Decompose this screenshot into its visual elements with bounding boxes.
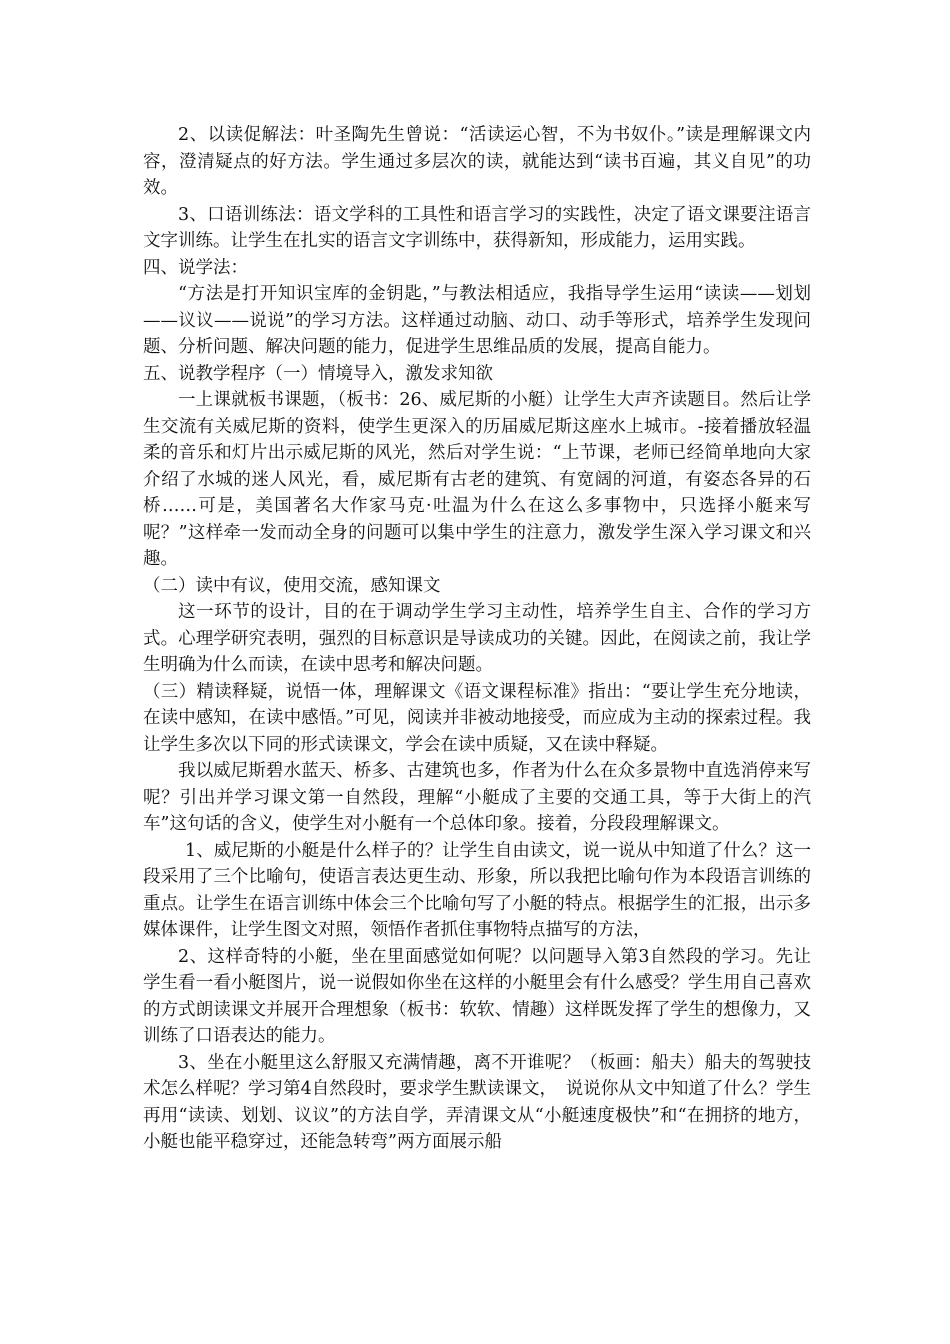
paragraph-venice-scenery: 我以威尼斯碧水蓝天、桥多、古建筑也多，作者为什么在众多景物中直选消停来写呢？引出并学习课文第一自然段，理解“小艇成了主要的交通工具，等于大街上的汽车”这句话的含义，使学生对小艇有一个总体印象。接着，分段段理解课文。 [143,761,811,834]
paragraph-discussion: 这一环节的设计，目的在于调动学生学习主动性，培养学生自主、合作的学习方式。心理学研究表明，强烈的目标意识是导读成功的关键。因此，在阅读之前，我让学生明确为什么而读，在读中思考和解决问题。 [143,602,811,675]
paragraph-lesson-intro: 一上课就板书课题，（板书：26、威尼斯的小艇）让学生大声齐读题目。然后让学生交流有关威尼斯的资料，使学生更深入的历届威尼斯这座水上城市。-接着播放轻温柔的音乐和灯片出示威尼斯的风光，然后对学生说：“上节课，老师已经简单地向大家介绍了水城的迷人风光，看，威尼斯有古老的建筑、有宽阔的河道，有姿态各异的石桥……可是，美国著名大作家马克·吐温为什么在这么多事物中，只选择小艇来写呢？”这样牵一发而动全身的问题可以集中学生的注意力，激发学生深入学习课文和兴趣。 [143,390,811,569]
paragraph-boat-feeling: 2、这样奇特的小艇，坐在里面感觉如何呢？以问题导入第3自然段的学习。先让学生看一看小艇图片，说一说假如你坐在这样的小艇里会有什么感受？学生用自己喜欢的方式朗读课文并展开合理想象（板书：软软、情趣）这样既发挥了学生的想像力，又训练了口语表达的能力。 [143,946,811,1046]
heading-teaching-procedure: 五、说教学程序（一）情境导入，激发求知欲 [143,363,493,384]
paragraph-oral-training-method: 3、口语训练法：语文学科的工具性和语言学习的实践性，决定了语文课要注语言文字训练。让学生在扎实的语言文字训练中，获得新知，形成能力，运用实践。 [143,204,811,251]
subheading-discussion: （二）读中有议，使用交流，感知课文 [143,575,441,596]
paragraph-boatman-skill: 3、坐在小艇里这么舒服又充满情趣，离不开谁呢？（板画：船夫）船夫的驾驶技术怎么样呢？学习第4自然段时，要求学生默读课文， 说说你从文中知道了什么？学生再用“读读、划划、议议”的方法自学，弄清课文从“小艇速度极快”和“在拥挤的地方，小艇也能平稳穿过，还能急转弯”两方面展示船 [143,1052,811,1152]
paragraph-reading-method: 2、以读促解法：叶圣陶先生曾说：“活读运心智，不为书奴仆。”读是理解课文内容，澄清疑点的好方法。学生通过多层次的读，就能达到“读书百遍，其义自见”的功效。 [143,125,811,198]
paragraph-learning-method: “方法是打开知识宝库的金钥匙，”与教法相适应，我指导学生运用“读读——划划——议议——说说”的学习方法。这样通过动脑、动口、动手等形式，培养学生发现问题、分析问题、解决问题的能力，促进学生思维品质的发展，提高自能力。 [143,284,811,357]
paragraph-boat-appearance: 1、威尼斯的小艇是什么样子的？让学生自由读文，说一说从中知道了什么？这一段采用了三个比喻句，使语言表达更生动、形象，所以我把比喻句作为本段语言训练的重点。让学生在语言训练中体会三个比喻句写了小艇的特点。根据学生的汇报，出示多媒体课件，让学生图文对照，领悟作者抓住事物特点描写的方法， [143,840,811,940]
document-page [143,122,811,1156]
heading-learning-method: 四、说学法： [143,257,248,278]
subheading-close-reading: （三）精读释疑，说悟一体，理解课文《语文课程标准》指出：“要让学生充分地读，在读中感知，在读中感悟。”可见，阅读并非被动地接受，而应成为主动的探索过程。我让学生多次以下同的形式读课文，学会在读中质疑，又在读中释疑。 [143,681,811,755]
